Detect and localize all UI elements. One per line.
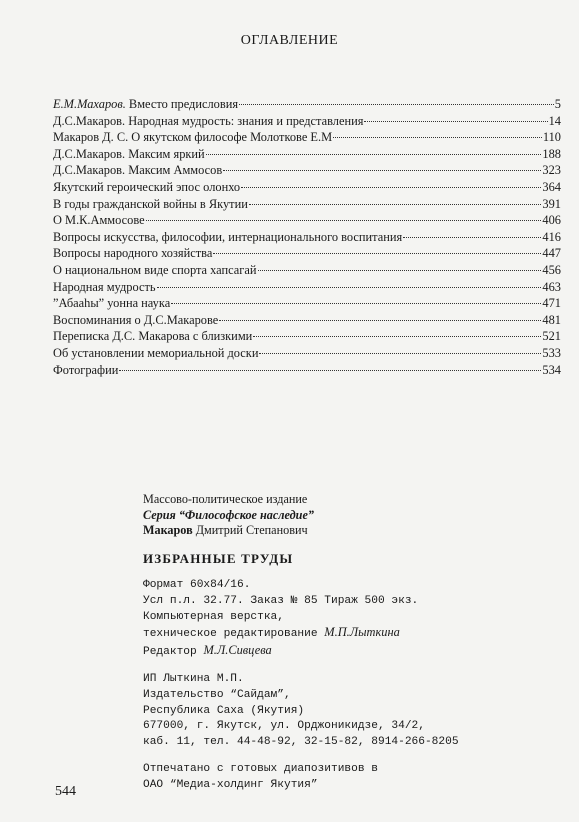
toc-entry	[53, 212, 561, 229]
toc-entry-title: Воспоминания о Д.С.Макарове	[53, 312, 219, 327]
toc-entry	[53, 345, 561, 362]
book-title: ИЗБРАННЫЕ ТРУДЫ	[143, 550, 294, 566]
toc-entry-page: 364	[542, 179, 561, 194]
toc-entry-title: О национальном виде спорта хапсагай	[53, 262, 257, 277]
series-name: Серия “Философское наследие”	[143, 507, 314, 522]
dot-leader	[333, 137, 542, 138]
author-name: Макаров Дмитрий Степанович	[143, 523, 308, 538]
toc-entry-page: 463	[542, 279, 561, 294]
toc-entry-page: 481	[542, 312, 561, 327]
republic: Республика Саха (Якутия)	[143, 704, 305, 717]
toc-entry-title: Д.С.Макаров. Максим Аммосов	[53, 163, 223, 178]
edition-type: Массово-политическое издание	[143, 492, 308, 506]
table-of-contents	[53, 96, 561, 378]
toc-entry-page: 447	[542, 246, 561, 261]
toc-entry-title: Макаров Д. С. О якутском философе Молоткове Е.М	[53, 130, 333, 145]
toc-entry	[53, 362, 561, 379]
publisher-name: Издательство “Сайдам”,	[143, 688, 291, 701]
toc-entry-title: Д.С.Макаров. Народная мудрость: знания и представления	[53, 113, 364, 128]
toc-entry-title: Е.М.Махаров. Вместо предисловия	[53, 97, 239, 111]
toc-entry	[53, 113, 561, 130]
toc-entry-title: Якутский героический эпос олонхо	[53, 179, 241, 194]
print-info: Усл п.л. 32.77. Заказ № 85 Тираж 500 экз.	[143, 594, 419, 607]
dot-leader	[171, 303, 541, 304]
dot-leader	[364, 121, 547, 122]
toc-entry-page: 5	[554, 97, 561, 111]
dot-leader	[219, 320, 541, 321]
toc-entry-title: Д.С.Макаров. Максим яркий	[53, 146, 205, 161]
toc-entry	[53, 312, 561, 329]
dot-leader	[253, 336, 541, 337]
toc-entry	[53, 96, 561, 113]
layout-line: Компьютерная верстка,	[143, 610, 284, 623]
toc-entry-page: 416	[542, 229, 561, 244]
toc-entry	[53, 179, 561, 196]
page-number: 544	[55, 784, 76, 799]
dot-leader	[239, 104, 554, 105]
address: 677000, г. Якутск, ул. Орджоникидзе, 34/2,	[143, 720, 425, 733]
dot-leader	[119, 370, 541, 371]
toc-entry	[53, 196, 561, 213]
editor-line: Редактор М.Л.Сивцева	[143, 642, 272, 658]
toc-entry-title: Вопросы народного хозяйства	[53, 246, 213, 261]
dot-leader	[241, 187, 541, 188]
toc-entry-title: Фотографии	[53, 362, 119, 377]
ip-name: ИП Лыткина М.П.	[143, 673, 244, 686]
toc-entry	[53, 229, 561, 246]
toc-entry-page: 534	[542, 362, 561, 377]
format-line: Формат 60х84/16.	[143, 579, 251, 592]
printed-from: Отпечатано с готовых диапозитивов в	[143, 763, 378, 776]
dot-leader	[258, 270, 542, 271]
toc-entry-page: 188	[542, 146, 561, 161]
toc-entry-title: Народная мудрость	[53, 279, 156, 294]
toc-entry-page: 110	[542, 130, 561, 145]
dot-leader	[213, 253, 541, 254]
toc-entry-title: Переписка Д.С. Макарова с близкими	[53, 329, 253, 344]
toc-entry	[53, 146, 561, 163]
toc-entry-page: 533	[542, 345, 561, 360]
toc-entry	[53, 245, 561, 262]
toc-heading: ОГЛАВЛЕНИЕ	[240, 33, 339, 48]
dot-leader	[403, 237, 541, 238]
toc-entry-title: Вопросы искусства, философии, интернационального воспитания	[53, 229, 403, 244]
toc-entry-page: 14	[548, 113, 561, 128]
toc-entry-title: В годы гражданской войны в Якутии	[53, 196, 248, 211]
toc-entry-page: 471	[542, 296, 561, 311]
toc-entry-title: Об установлении мемориальной доски	[53, 345, 259, 360]
tech-editor-line: техническое редактирование М.П.Лыткина	[143, 625, 400, 641]
dot-leader	[206, 154, 542, 155]
toc-entry-page: 391	[542, 196, 561, 211]
toc-entry	[53, 295, 561, 312]
toc-entry-author: Е.М.Махаров.	[53, 97, 126, 111]
toc-entry	[53, 279, 561, 296]
toc-entry	[53, 129, 561, 146]
dot-leader	[249, 204, 542, 205]
toc-entry	[53, 328, 561, 345]
toc-entry-title: ”Абааhы” уонна наука	[53, 296, 171, 311]
toc-entry-page: 323	[542, 163, 561, 178]
toc-entry-page: 456	[542, 262, 561, 277]
toc-entry	[53, 162, 561, 179]
dot-leader	[223, 170, 541, 171]
dot-leader	[259, 353, 541, 354]
printer-name: ОАО “Медиа-холдинг Якутия”	[143, 778, 318, 791]
toc-entry-page: 521	[542, 329, 561, 344]
dot-leader	[146, 220, 542, 221]
contacts: каб. 11, тел. 44-48-92, 32-15-82, 8914-266-8205	[143, 735, 459, 748]
dot-leader	[157, 287, 542, 288]
toc-entry-title: О М.К.Аммосове	[53, 213, 145, 228]
toc-entry-page: 406	[542, 213, 561, 228]
toc-entry	[53, 262, 561, 279]
colophon	[143, 492, 563, 794]
